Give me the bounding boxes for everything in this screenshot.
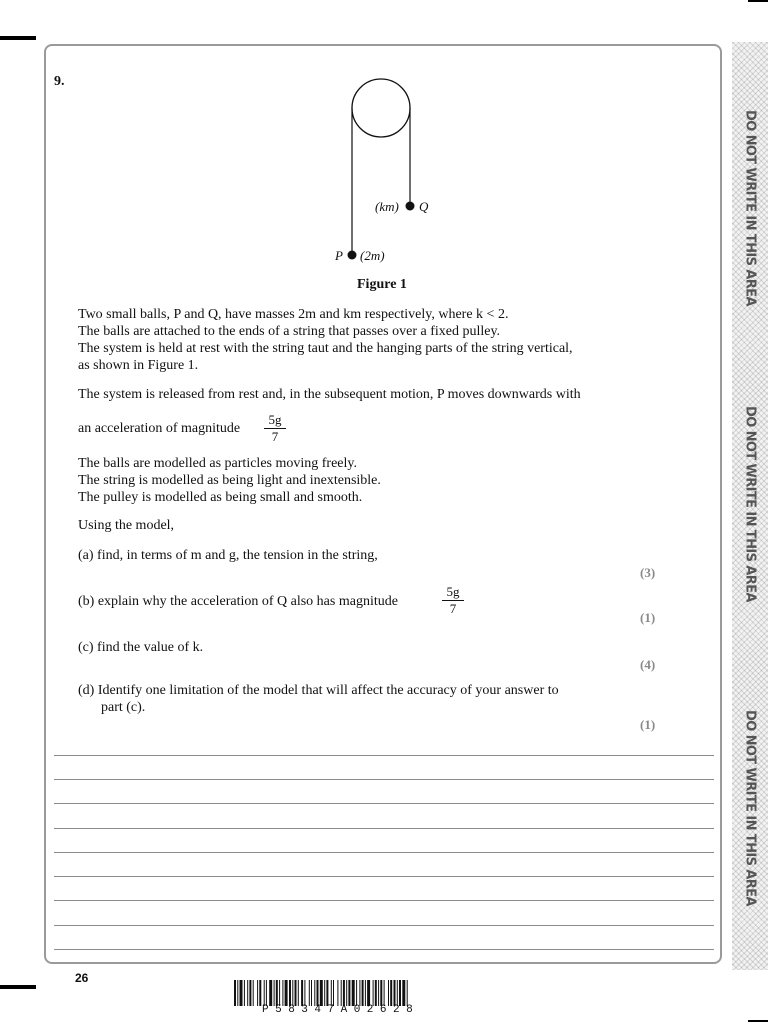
barcode-bar — [269, 980, 272, 1006]
barcode-bar — [234, 980, 236, 1006]
barcode-bar — [295, 980, 297, 1006]
barcode-bar — [249, 980, 251, 1006]
model-line: The pulley is modelled as being small and smooth. — [78, 490, 363, 505]
part-c: (c) find the value of k. — [78, 640, 204, 655]
barcode-bar — [259, 980, 261, 1006]
barcode-bar — [237, 980, 238, 1006]
barcode-bar — [324, 980, 325, 1006]
barcode-bar — [298, 980, 299, 1006]
barcode-bar — [320, 980, 323, 1006]
page-number: 26 — [75, 971, 89, 985]
marks-c: (4) — [640, 657, 656, 672]
barcode-bar — [341, 980, 342, 1006]
model-line: The balls are modelled as particles moving freely. — [78, 456, 357, 471]
barcode-bar — [301, 980, 303, 1006]
answer-line[interactable] — [54, 779, 714, 780]
question-number: 9. — [54, 74, 65, 89]
barcode-bar — [388, 980, 389, 1006]
fraction-5g-over-7-b — [442, 584, 464, 617]
barcode-bar — [337, 980, 338, 1006]
fraction-denominator: 7 — [449, 601, 457, 616]
mass-label-Q: (km) — [375, 199, 399, 214]
barcode-bar — [244, 980, 245, 1006]
registration-mark-top-right — [748, 0, 768, 2]
barcode-bar — [384, 980, 385, 1006]
barcode-bar — [343, 980, 345, 1006]
barcode-bar — [266, 980, 267, 1006]
answer-line[interactable] — [54, 828, 714, 829]
barcode-bar — [314, 980, 315, 1006]
barcode-bar — [285, 980, 288, 1006]
answer-line[interactable] — [54, 755, 714, 756]
barcode-bar — [375, 980, 377, 1006]
barcode-bar — [362, 980, 364, 1006]
registration-mark-bottom-right — [748, 1020, 768, 1022]
pulley-diagram — [340, 75, 430, 265]
barcode-bar — [247, 980, 248, 1006]
barcode-bar — [407, 980, 408, 1006]
answer-line[interactable] — [54, 925, 714, 926]
fraction-numerator: 5g — [442, 584, 464, 601]
name-label-P: P — [335, 248, 343, 263]
figure-caption: Figure 1 — [357, 277, 407, 292]
barcode — [234, 980, 534, 1006]
registration-mark-bottom — [0, 985, 36, 989]
barcode-bar — [367, 980, 370, 1006]
intro-line: The system is held at rest with the string taut and the hanging parts of the string vertical, — [78, 341, 573, 356]
barcode-bar — [402, 980, 405, 1006]
barcode-text: P58347A02628 — [262, 1004, 420, 1016]
fraction-numerator: 5g — [264, 412, 286, 429]
fraction-5g-over-7 — [264, 412, 286, 445]
barcode-bar — [279, 980, 280, 1006]
side-warning-2: DO NOT WRITE IN THIS AREA — [742, 406, 758, 602]
part-b: (b) explain why the acceleration of Q also has magnitude — [78, 594, 398, 609]
intro-line: Two small balls, P and Q, have masses 2m and km respectively, where k < 2. — [78, 307, 509, 322]
barcode-bar — [394, 980, 396, 1006]
barcode-bar — [309, 980, 310, 1006]
answer-line[interactable] — [54, 803, 714, 804]
barcode-bar — [348, 980, 350, 1006]
barcode-bar — [346, 980, 347, 1006]
barcode-bar — [378, 980, 379, 1006]
ball-P — [348, 251, 357, 260]
barcode-bar — [380, 980, 382, 1006]
barcode-bar — [276, 980, 278, 1006]
name-label-Q: Q — [419, 199, 429, 214]
release-text: The system is released from rest and, in the subsequent motion, P moves downwards with — [78, 387, 581, 402]
accel-text: an acceleration of magnitude — [78, 421, 241, 436]
answer-line[interactable] — [54, 876, 714, 877]
barcode-bar — [331, 980, 332, 1006]
mass-label-P: (2m) — [360, 248, 385, 263]
barcode-bar — [333, 980, 334, 1006]
marks-b: (1) — [640, 610, 656, 625]
barcode-bar — [274, 980, 275, 1006]
barcode-bar — [356, 980, 357, 1006]
barcode-bar — [373, 980, 374, 1006]
barcode-bar — [365, 980, 366, 1006]
barcode-bar — [240, 980, 243, 1006]
model-paragraph — [78, 455, 678, 506]
ball-Q — [406, 202, 415, 211]
side-warning-3: DO NOT WRITE IN THIS AREA — [742, 710, 758, 906]
barcode-bar — [282, 980, 283, 1006]
barcode-bar — [253, 980, 254, 1006]
barcode-bar — [264, 980, 265, 1006]
barcode-bar — [292, 980, 293, 1006]
barcode-bar — [352, 980, 355, 1006]
registration-mark-top — [0, 36, 36, 40]
intro-line: The balls are attached to the ends of a string that passes over a fixed pulley. — [78, 324, 501, 339]
barcode-bar — [326, 980, 328, 1006]
barcode-bar — [390, 980, 392, 1006]
side-warning-1: DO NOT WRITE IN THIS AREA — [742, 110, 758, 306]
answer-line[interactable] — [54, 900, 714, 901]
barcode-bar — [311, 980, 312, 1006]
model-line: The string is modelled as being light and inextensible. — [78, 473, 381, 488]
barcode-bar — [257, 980, 258, 1006]
intro-line: as shown in Figure 1. — [78, 358, 199, 373]
answer-line[interactable] — [54, 852, 714, 853]
barcode-bar — [397, 980, 398, 1006]
part-d-line2: part (c). — [101, 700, 146, 715]
barcode-bar — [359, 980, 360, 1006]
answer-line[interactable] — [54, 949, 714, 950]
intro-paragraph — [78, 306, 678, 374]
barcode-bar — [399, 980, 401, 1006]
part-d-line1: (d) Identify one limitation of the model that will affect the accuracy of your answer to — [78, 683, 559, 698]
fraction-denominator: 7 — [271, 429, 279, 444]
part-d — [78, 682, 678, 716]
part-a: (a) find, in terms of m and g, the tension in the string, — [78, 548, 378, 563]
pulley-wheel — [352, 79, 410, 137]
marks-d: (1) — [640, 717, 656, 732]
marks-a: (3) — [640, 565, 656, 580]
barcode-bar — [289, 980, 291, 1006]
using-model: Using the model, — [78, 518, 175, 533]
barcode-bar — [304, 980, 305, 1006]
barcode-bar — [317, 980, 319, 1006]
